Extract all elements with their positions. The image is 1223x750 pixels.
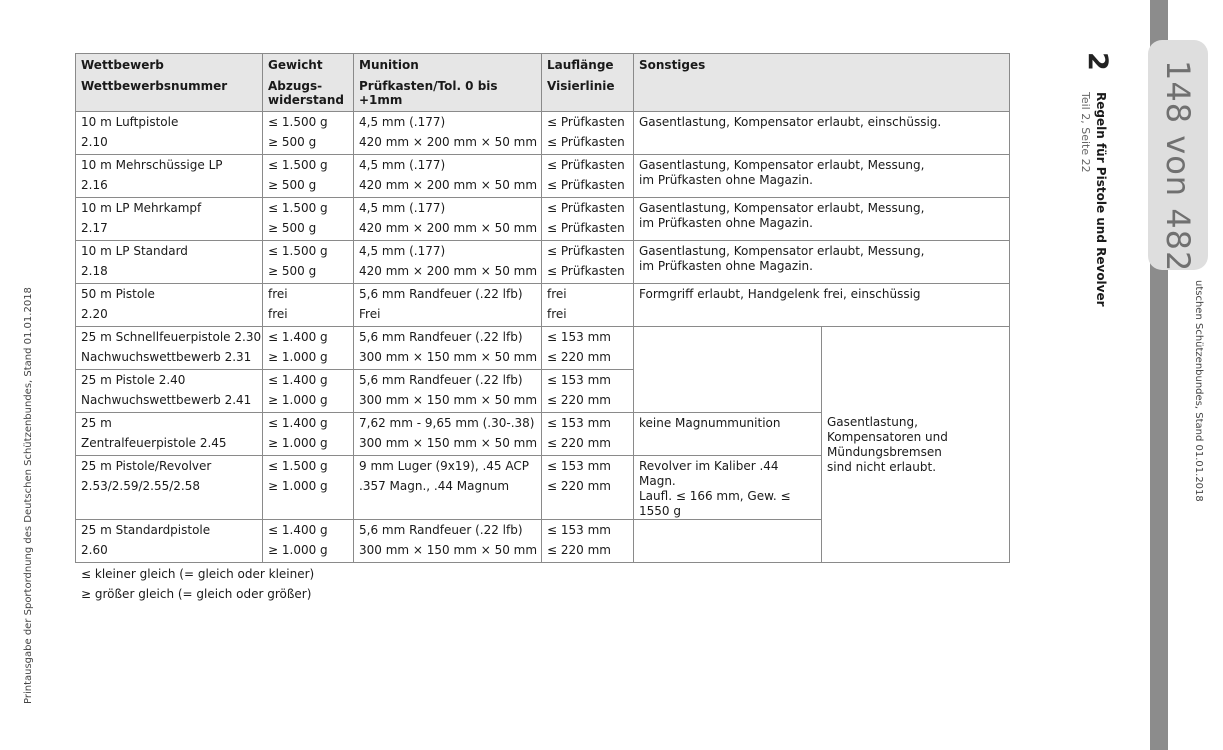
cell-ammunition: 5,6 mm Randfeuer (.22 lfb) 300 mm × 150 mm × 50 mm	[354, 520, 542, 563]
rules-table	[75, 53, 1010, 563]
chapter-number: 2	[1082, 52, 1113, 71]
cell-barrel: ≤ 153 mm ≤ 220 mm	[542, 456, 634, 520]
cell-barrel: ≤ 153 mm ≤ 220 mm	[542, 370, 634, 413]
print-footer: Printausgabe der Sportordnung des Deutschen Schützenbundes, Stand 01.01.2018	[23, 287, 34, 704]
cell-competition: 10 m Mehrschüssige LP 2.16	[76, 155, 263, 198]
cell-other: Gasentlastung, Kompensator erlaubt, Messung, im Prüfkasten ohne Magazin.	[634, 198, 1010, 241]
cell-ammunition: 5,6 mm Randfeuer (.22 lfb) 300 mm × 150 mm × 50 mm	[354, 327, 542, 370]
table-row	[76, 284, 1010, 327]
cell-other-merged: Gasentlastung, Kompensatoren und Mündungsbremsen sind nicht erlaubt.	[822, 327, 1010, 563]
cell-competition: 25 m Standardpistole 2.60	[76, 520, 263, 563]
cell-competition: 25 m Schnellfeuerpistole 2.30 Nachwuchswettbewerb 2.31	[76, 327, 263, 370]
cell-competition: 50 m Pistole 2.20	[76, 284, 263, 327]
cell-ammunition: 7,62 mm - 9,65 mm (.30-.38) 300 mm × 150 mm × 50 mm	[354, 413, 542, 456]
cell-ammunition: 5,6 mm Randfeuer (.22 lfb) 300 mm × 150 mm × 50 mm	[354, 370, 542, 413]
cell-other: Revolver im Kaliber .44 Magn. Laufl. ≤ 166 mm, Gew. ≤ 1550 g	[634, 456, 822, 520]
cell-weight: ≤ 1.400 g ≥ 1.000 g	[263, 370, 354, 413]
cell-weight: ≤ 1.500 g ≥ 500 g	[263, 241, 354, 284]
legend-greater-equal: ≥ größer gleich (= gleich oder größer)	[81, 587, 312, 601]
cell-competition: 25 m Zentralfeuerpistole 2.45	[76, 413, 263, 456]
right-footer-text: utschen Schützenbundes, Stand 01.01.2018	[1193, 280, 1204, 502]
table-row	[76, 241, 1010, 284]
cell-weight: frei frei	[263, 284, 354, 327]
cell-barrel: ≤ Prüfkasten ≤ Prüfkasten	[542, 155, 634, 198]
cell-ammunition: 4,5 mm (.177) 420 mm × 200 mm × 50 mm	[354, 155, 542, 198]
cell-barrel: frei frei	[542, 284, 634, 327]
table-row	[76, 155, 1010, 198]
cell-competition: 10 m Luftpistole 2.10	[76, 112, 263, 155]
cell-other: keine Magnummunition	[634, 413, 822, 456]
table-row	[76, 112, 1010, 155]
header-other: Sonstiges	[634, 54, 1010, 112]
cell-barrel: ≤ 153 mm ≤ 220 mm	[542, 520, 634, 563]
chapter-title: Regeln für Pistole und Revolver	[1094, 92, 1108, 307]
cell-ammunition: 5,6 mm Randfeuer (.22 lfb) Frei	[354, 284, 542, 327]
cell-weight: ≤ 1.500 g ≥ 500 g	[263, 112, 354, 155]
cell-weight: ≤ 1.500 g ≥ 500 g	[263, 155, 354, 198]
cell-ammunition: 4,5 mm (.177) 420 mm × 200 mm × 50 mm	[354, 241, 542, 284]
cell-ammunition: 9 mm Luger (9x19), .45 ACP .357 Magn., .44 Magnum	[354, 456, 542, 520]
header-ammunition: Munition Prüfkasten/Tol. 0 bis +1mm	[354, 54, 542, 112]
cell-weight: ≤ 1.400 g ≥ 1.000 g	[263, 413, 354, 456]
cell-other: Gasentlastung, Kompensator erlaubt, einschüssig.	[634, 112, 1010, 155]
cell-weight: ≤ 1.500 g ≥ 500 g	[263, 198, 354, 241]
cell-barrel: ≤ 153 mm ≤ 220 mm	[542, 413, 634, 456]
cell-barrel: ≤ Prüfkasten ≤ Prüfkasten	[542, 241, 634, 284]
header-competition: Wettbewerb Wettbewerbsnummer	[76, 54, 263, 112]
legend-less-equal: ≤ kleiner gleich (= gleich oder kleiner)	[81, 567, 315, 581]
table-row	[76, 198, 1010, 241]
cell-other-empty	[634, 520, 822, 563]
header-barrel: Lauflänge Visierlinie	[542, 54, 634, 112]
page-indicator: 148 von 482	[1159, 60, 1197, 273]
cell-barrel: ≤ 153 mm ≤ 220 mm	[542, 327, 634, 370]
cell-barrel: ≤ Prüfkasten ≤ Prüfkasten	[542, 198, 634, 241]
cell-competition: 25 m Pistole 2.40 Nachwuchswettbewerb 2.41	[76, 370, 263, 413]
cell-ammunition: 4,5 mm (.177) 420 mm × 200 mm × 50 mm	[354, 112, 542, 155]
cell-competition: 10 m LP Standard 2.18	[76, 241, 263, 284]
cell-competition: 10 m LP Mehrkampf 2.17	[76, 198, 263, 241]
cell-barrel: ≤ Prüfkasten ≤ Prüfkasten	[542, 112, 634, 155]
table-row	[76, 327, 1010, 370]
cell-ammunition: 4,5 mm (.177) 420 mm × 200 mm × 50 mm	[354, 198, 542, 241]
cell-other: Formgriff erlaubt, Handgelenk frei, einschüssig	[634, 284, 1010, 327]
cell-other-empty	[634, 327, 822, 413]
cell-other: Gasentlastung, Kompensator erlaubt, Messung, im Prüfkasten ohne Magazin.	[634, 241, 1010, 284]
cell-competition: 25 m Pistole/Revolver 2.53/2.59/2.55/2.58	[76, 456, 263, 520]
cell-weight: ≤ 1.400 g ≥ 1.000 g	[263, 520, 354, 563]
cell-weight: ≤ 1.500 g ≥ 1.000 g	[263, 456, 354, 520]
cell-weight: ≤ 1.400 g ≥ 1.000 g	[263, 327, 354, 370]
chapter-subtitle: Teil 2, Seite 22	[1079, 92, 1092, 173]
cell-other: Gasentlastung, Kompensator erlaubt, Messung, im Prüfkasten ohne Magazin.	[634, 155, 1010, 198]
header-weight: Gewicht Abzugs-widerstand	[263, 54, 354, 112]
